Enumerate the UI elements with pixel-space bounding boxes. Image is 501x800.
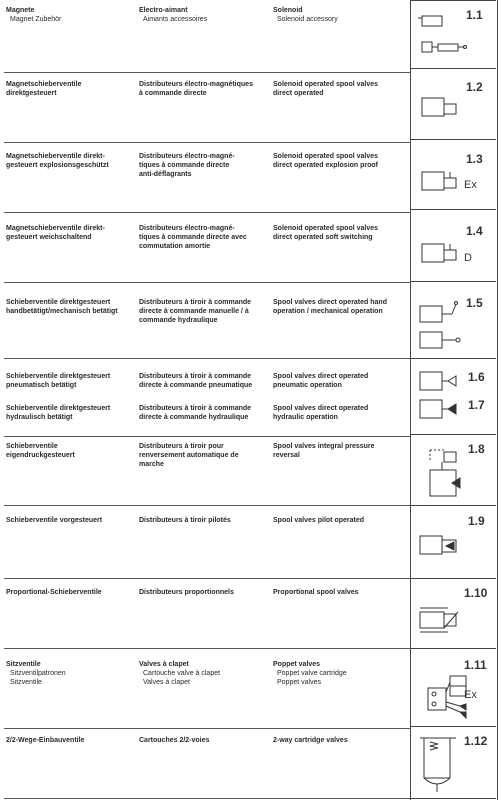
german-text bbox=[6, 516, 130, 525]
german-subtitle: Sitzventile bbox=[10, 679, 42, 687]
english-text bbox=[273, 404, 405, 422]
french-text bbox=[139, 442, 267, 470]
english-title: Proportional spool valves bbox=[273, 589, 359, 596]
german-text bbox=[6, 372, 130, 390]
french-title: Distributeurs à tiroir à commande directe à commande manuelle / à commande hydraulique bbox=[139, 299, 252, 325]
pneumatic-valve-icon bbox=[418, 370, 468, 400]
row-divider bbox=[4, 578, 411, 579]
section-number: 1.10 bbox=[464, 586, 488, 600]
french-title: Distributeurs à tiroir pilotés bbox=[139, 517, 231, 524]
row-divider bbox=[4, 358, 411, 359]
french-title: Electro-aimant bbox=[139, 7, 188, 14]
section-number: 1.9 bbox=[468, 514, 485, 528]
hand-lever-valve-icon bbox=[418, 300, 468, 356]
german-text bbox=[6, 80, 130, 98]
french-title: Distributeurs électro-magné- tiques à commande directe avec commutation amortie bbox=[139, 225, 247, 251]
english-title: Spool valves integral pressure reversal bbox=[273, 443, 375, 460]
english-subtitle: Solenoid accessory bbox=[277, 16, 338, 24]
symbol-divider bbox=[410, 505, 496, 506]
row-divider bbox=[4, 798, 411, 799]
english-title: Solenoid operated spool valves direct operated bbox=[273, 81, 379, 98]
symbol-divider bbox=[410, 139, 496, 140]
section-number: 1.7 bbox=[468, 398, 485, 412]
symbol-divider bbox=[410, 648, 496, 649]
symbol-divider bbox=[410, 281, 496, 282]
english-title: Solenoid operated spool valves direct operated soft switching bbox=[273, 225, 379, 242]
ex-label: Ex bbox=[464, 689, 477, 701]
german-title: 2/2-Wege-Einbauventile bbox=[6, 737, 85, 744]
proportional-valve-icon bbox=[418, 604, 468, 638]
section-number: 1.1 bbox=[466, 8, 483, 22]
german-text bbox=[6, 224, 130, 242]
german-text bbox=[6, 736, 130, 745]
german-title: Magnetschieberventile direkt- gesteuert explosionsgeschützt bbox=[6, 153, 109, 170]
symbol-divider bbox=[410, 726, 496, 727]
explosion-proof-valve-icon bbox=[420, 170, 470, 200]
german-text bbox=[6, 442, 130, 460]
french-subtitle: Cartouche valve à clapet bbox=[143, 670, 221, 678]
english-title: 2-way cartridge valves bbox=[273, 737, 348, 744]
french-text bbox=[139, 6, 267, 24]
row-divider bbox=[4, 72, 411, 73]
french-text bbox=[139, 516, 267, 525]
section-number: 1.2 bbox=[466, 80, 483, 94]
english-title: Poppet valves bbox=[273, 661, 321, 668]
english-text bbox=[273, 372, 405, 390]
english-text bbox=[273, 736, 405, 745]
german-title: Proportional-Schieberventile bbox=[6, 589, 102, 596]
symbol-divider bbox=[410, 358, 496, 359]
german-subtitle: Sitzventilpatronen bbox=[10, 670, 66, 678]
hydraulic-valve-icon bbox=[418, 398, 468, 428]
german-subtitle: Magnet Zubehör bbox=[10, 16, 62, 24]
english-text bbox=[273, 6, 405, 24]
french-title: Distributeurs proportionnels bbox=[139, 589, 234, 596]
german-title: Magnete bbox=[6, 7, 35, 14]
row-divider bbox=[4, 212, 411, 213]
row-divider bbox=[4, 648, 411, 649]
french-subtitle: Valves à clapet bbox=[143, 679, 190, 687]
english-title: Spool valves direct operated pneumatic operation bbox=[273, 373, 369, 390]
cartridge-valve-icon bbox=[418, 734, 458, 794]
german-title: Magnetschieberventile direkt- gesteuert weichschaltend bbox=[6, 225, 105, 242]
french-text bbox=[139, 736, 267, 745]
symbol-divider bbox=[410, 209, 496, 210]
french-text bbox=[139, 660, 267, 688]
french-text bbox=[139, 372, 267, 390]
section-number: 1.12 bbox=[464, 734, 488, 748]
section-number: 1.3 bbox=[466, 152, 483, 166]
french-text bbox=[139, 588, 267, 597]
french-title: Distributeurs à tiroir à commande directe à commande hydraulique bbox=[139, 405, 252, 422]
section-number: 1.6 bbox=[468, 370, 485, 384]
german-text bbox=[6, 152, 130, 170]
solenoid-valve-icon bbox=[420, 96, 470, 126]
english-title: Solenoid operated spool valves direct operated explosion proof bbox=[273, 153, 379, 170]
row-divider bbox=[4, 282, 411, 283]
english-text bbox=[273, 298, 405, 316]
soft-switching-valve-icon bbox=[420, 242, 470, 272]
french-text bbox=[139, 404, 267, 422]
english-text bbox=[273, 588, 405, 597]
french-title: Distributeurs électro-magnétiques à commande directe bbox=[139, 81, 253, 98]
german-text bbox=[6, 588, 130, 597]
french-title: Distributeurs à tiroir à commande directe à commande pneumatique bbox=[139, 373, 253, 390]
english-title: Spool valves direct operated hydraulic operation bbox=[273, 405, 369, 422]
ex-label: Ex bbox=[464, 179, 477, 191]
english-title: Spool valves pilot operated bbox=[273, 517, 365, 524]
german-text bbox=[6, 6, 130, 24]
german-title: Schieberventile vorgesteuert bbox=[6, 517, 103, 524]
french-text bbox=[139, 80, 267, 98]
symbol-divider bbox=[410, 798, 496, 799]
solenoid-icon bbox=[418, 14, 468, 64]
french-text bbox=[139, 224, 267, 252]
french-text bbox=[139, 152, 267, 180]
section-number: 1.5 bbox=[466, 296, 483, 310]
german-title: Schieberventile eigendruckgesteuert bbox=[6, 443, 75, 460]
german-text bbox=[6, 660, 130, 688]
english-text bbox=[273, 80, 405, 98]
pilot-operated-valve-icon bbox=[418, 534, 468, 560]
english-text bbox=[273, 224, 405, 242]
row-divider bbox=[4, 728, 411, 729]
french-subtitle: Aimants accessoires bbox=[143, 16, 208, 24]
german-text bbox=[6, 404, 130, 422]
french-title: Valves à clapet bbox=[139, 661, 189, 668]
english-subtitle: Poppet valves bbox=[277, 679, 321, 687]
d-label: D bbox=[464, 252, 472, 264]
german-title: Schieberventile direktgesteuert hydraulisch betätigt bbox=[6, 405, 111, 422]
row-divider bbox=[4, 505, 411, 506]
french-title: Distributeurs électro-magné- tiques à commande directe anti-déflagrants bbox=[139, 153, 235, 179]
symbol-divider bbox=[410, 68, 496, 69]
french-text bbox=[139, 298, 267, 326]
symbol-divider bbox=[410, 578, 496, 579]
symbol-divider bbox=[410, 0, 496, 1]
english-text bbox=[273, 152, 405, 170]
row-divider bbox=[4, 142, 411, 143]
section-number: 1.4 bbox=[466, 224, 483, 238]
german-title: Sitzventile bbox=[6, 661, 41, 668]
english-text bbox=[273, 442, 405, 460]
row-divider bbox=[4, 436, 411, 437]
english-title: Solenoid bbox=[273, 7, 303, 14]
german-text bbox=[6, 298, 130, 316]
section-number: 1.8 bbox=[468, 442, 485, 456]
symbol-divider bbox=[410, 434, 496, 435]
german-title: Schieberventile direktgesteuert handbetätigt/mechanisch betätigt bbox=[6, 299, 118, 316]
english-text bbox=[273, 516, 405, 525]
section-number: 1.11 bbox=[464, 658, 487, 672]
english-text bbox=[273, 660, 405, 688]
german-title: Magnetschieberventile direktgesteuert bbox=[6, 81, 82, 98]
french-title: Distributeurs à tiroir pour renversement automatique de marche bbox=[139, 443, 239, 469]
french-title: Cartouches 2/2-voies bbox=[139, 737, 210, 744]
english-title: Spool valves direct operated hand operation / mechanical operation bbox=[273, 299, 387, 316]
german-title: Schieberventile direktgesteuert pneumatisch betätigt bbox=[6, 373, 111, 390]
pressure-reversal-valve-icon bbox=[428, 450, 468, 502]
english-subtitle: Poppet valve cartridge bbox=[277, 670, 347, 678]
